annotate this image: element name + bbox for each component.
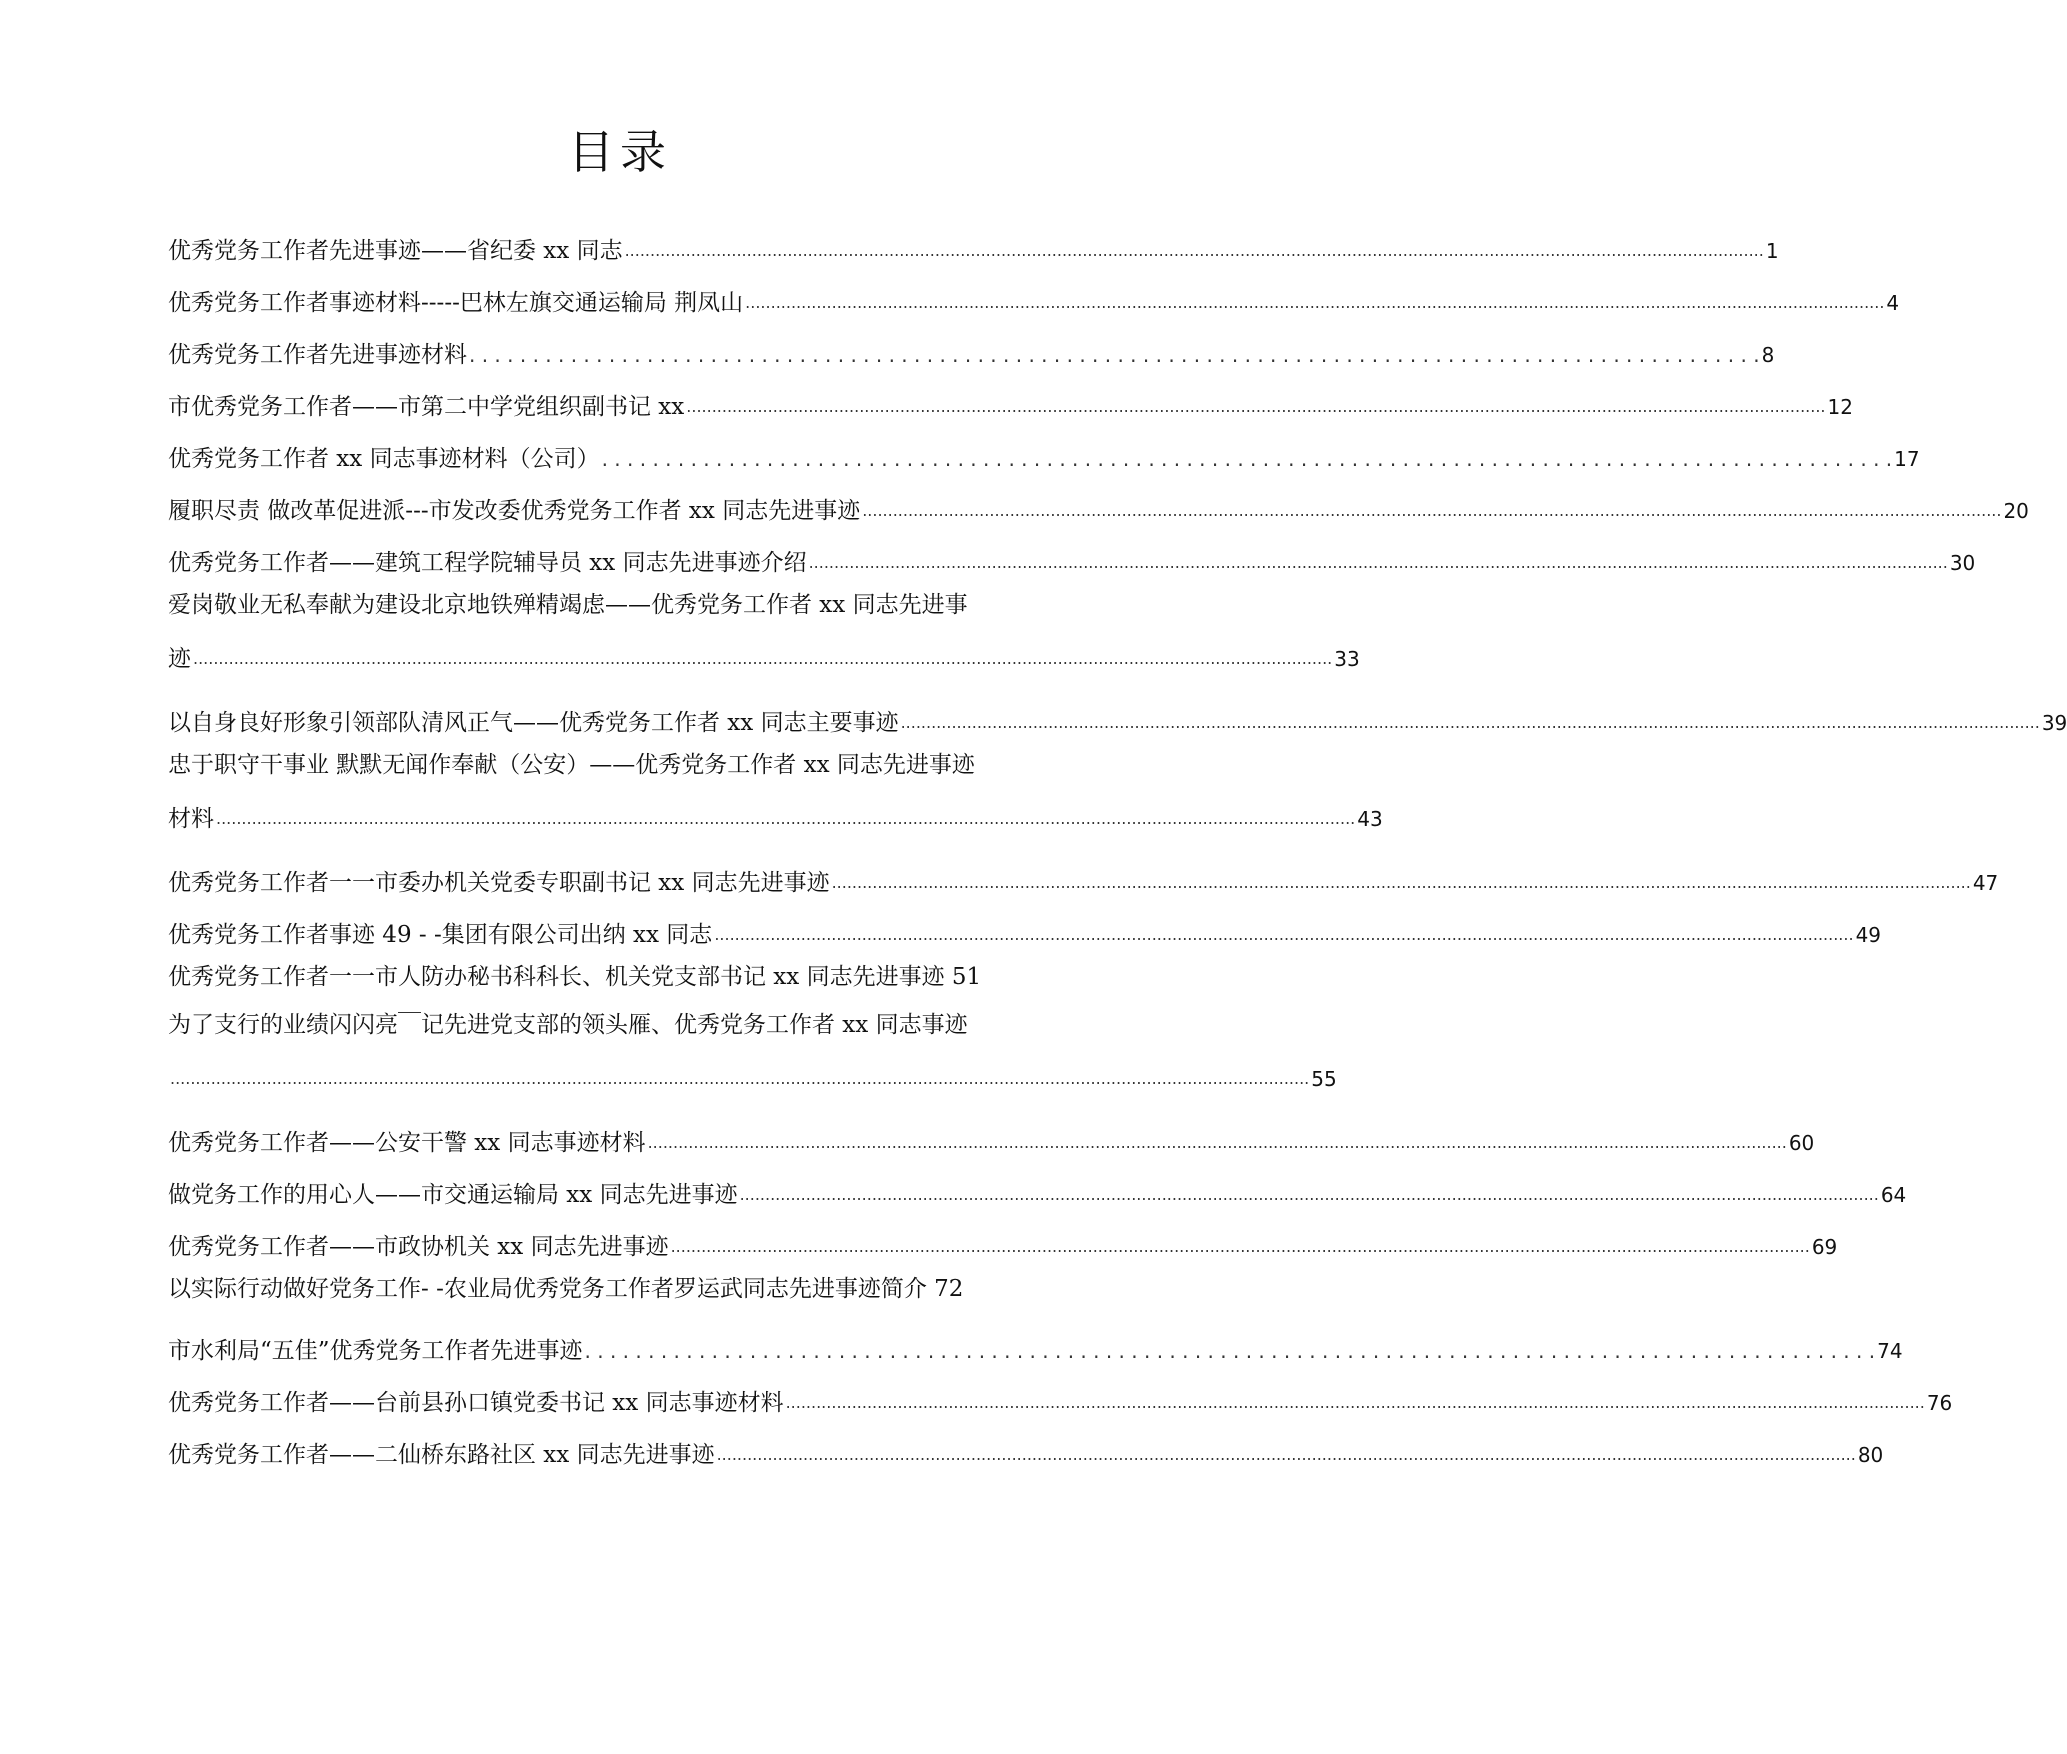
toc-entry-title: 优秀党务工作者事迹材料-----巴林左旗交通运输局 荆凤山	[168, 290, 744, 316]
toc-entry-title: 市优秀党务工作者——市第二中学党组织副书记 xx	[168, 394, 685, 420]
toc-entry-page: 12	[1827, 395, 1853, 419]
toc-leader	[602, 444, 1893, 474]
toc-leader	[469, 340, 1760, 370]
toc-entry-title: 市水利局“五佳”优秀党务工作者先进事迹	[168, 1338, 583, 1364]
toc-entry-first-line[interactable]: 爱岗敬业无私奉献为建设北京地铁殚精竭虑——优秀党务工作者 xx 同志先进事	[168, 592, 968, 618]
toc-entry-page: 47	[1972, 871, 1999, 895]
toc-entry-page: 55	[1311, 1067, 1337, 1091]
toc-leader	[714, 918, 1853, 950]
toc-leader	[625, 234, 1764, 266]
toc-entry[interactable]	[168, 282, 1900, 318]
page-title: 目录	[568, 125, 672, 179]
toc-entry-page: 49	[1855, 923, 1882, 947]
toc-entry[interactable]	[168, 914, 1882, 950]
toc-leader	[585, 1336, 1876, 1366]
toc-entry-page: 69	[1811, 1235, 1838, 1259]
toc-entry-page: 43	[1357, 807, 1383, 831]
toc-entry-page: 39	[2041, 711, 2067, 735]
toc-entry[interactable]	[168, 862, 1999, 898]
toc-entry-page: 1	[1765, 239, 1779, 263]
toc-entry[interactable]	[168, 542, 1976, 578]
toc-entry-page: 30	[1949, 551, 1976, 575]
toc-entry[interactable]	[168, 1058, 1337, 1094]
toc-entry-page: 76	[1926, 1391, 1953, 1415]
toc-entry-page: 80	[1857, 1443, 1884, 1467]
toc-entry[interactable]	[168, 1226, 1838, 1262]
toc-entry[interactable]	[168, 490, 2029, 526]
toc-entry-page: 60	[1788, 1131, 1815, 1155]
toc-leader	[717, 1438, 1856, 1470]
toc-leader	[671, 1230, 1810, 1262]
toc-entry-title: 做党务工作的用心人——市交通运输局 xx 同志先进事迹	[168, 1182, 738, 1208]
toc-entry[interactable]	[168, 798, 1383, 834]
toc-entry-first-line[interactable]: 为了支行的业绩闪闪亮￣记先进党支部的领头雁、优秀党务工作者 xx 同志事迹	[168, 1012, 968, 1038]
toc-leader	[901, 706, 2040, 738]
toc-entry-page: 20	[2003, 499, 2029, 523]
toc-entry-title: 优秀党务工作者——台前县孙口镇党委书记 xx 同志事迹材料	[168, 1390, 784, 1416]
toc-leader	[170, 1062, 1309, 1094]
toc-entry-title: 迹	[168, 646, 191, 672]
toc-entry-title: 优秀党务工作者先进事迹材料	[168, 342, 467, 368]
toc-entry-title: 优秀党务工作者——公安干警 xx 同志事迹材料	[168, 1130, 646, 1156]
toc-entry[interactable]	[168, 638, 1360, 674]
toc-entry[interactable]	[168, 334, 1775, 370]
toc-entry[interactable]	[168, 1434, 1884, 1470]
toc-entry[interactable]	[168, 386, 1853, 422]
toc-entry-page: 64	[1880, 1183, 1907, 1207]
toc-leader	[686, 390, 1825, 422]
toc-entry[interactable]: 以实际行动做好党务工作- -农业局优秀党务工作者罗运武同志先进事迹简介 72	[168, 1276, 964, 1302]
toc-entry[interactable]	[168, 230, 1779, 266]
toc-entry[interactable]	[168, 438, 1920, 474]
toc-entry-title: 履职尽责 做改革促进派---市发改委优秀党务工作者 xx 同志先进事迹	[168, 498, 861, 524]
toc-entry-page: 8	[1761, 343, 1775, 367]
toc-leader	[740, 1178, 1879, 1210]
toc-entry-title: 优秀党务工作者一一市委办机关党委专职副书记 xx 同志先进事迹	[168, 870, 830, 896]
toc-entry-title: 优秀党务工作者——市政协机关 xx 同志先进事迹	[168, 1234, 669, 1260]
toc-leader	[745, 286, 1884, 318]
toc-entry-page: 33	[1334, 647, 1360, 671]
toc-entry[interactable]	[168, 1122, 1815, 1158]
toc-leader	[648, 1126, 1787, 1158]
toc-entry-title: 优秀党务工作者先进事迹——省纪委 xx 同志	[168, 238, 623, 264]
toc-leader	[832, 866, 1971, 898]
toc-entry[interactable]	[168, 702, 2067, 738]
toc-entry-title: 优秀党务工作者——建筑工程学院辅导员 xx 同志先进事迹介绍	[168, 550, 807, 576]
toc-entry[interactable]	[168, 1330, 1903, 1366]
toc-leader	[809, 546, 1948, 578]
toc-entry[interactable]: 优秀党务工作者一一市人防办秘书科科长、机关党支部书记 xx 同志先进事迹 51	[168, 964, 982, 990]
toc-entry-title: 优秀党务工作者事迹 49 - -集团有限公司出纳 xx 同志	[168, 922, 713, 948]
toc-entry-first-line[interactable]: 忠于职守干事业 默默无闻作奉献（公安）——优秀党务工作者 xx 同志先进事迹	[168, 752, 975, 778]
toc-entry-page: 17	[1894, 447, 1920, 471]
toc-entry-page: 4	[1886, 291, 1900, 315]
toc-leader	[216, 802, 1355, 834]
toc-leader	[193, 642, 1332, 674]
toc-entry-title: 优秀党务工作者——二仙桥东路社区 xx 同志先进事迹	[168, 1442, 715, 1468]
toc-leader	[786, 1386, 1925, 1418]
toc-entry-page: 74	[1877, 1339, 1903, 1363]
toc-entry[interactable]	[168, 1174, 1907, 1210]
toc-entry-title: 以自身良好形象引领部队清风正气——优秀党务工作者 xx 同志主要事迹	[168, 710, 899, 736]
toc-entry-title: 材料	[168, 806, 214, 832]
toc-entry-title: 优秀党务工作者 xx 同志事迹材料（公司）	[168, 446, 600, 472]
toc-entry[interactable]	[168, 1382, 1953, 1418]
toc-leader	[862, 494, 2001, 526]
